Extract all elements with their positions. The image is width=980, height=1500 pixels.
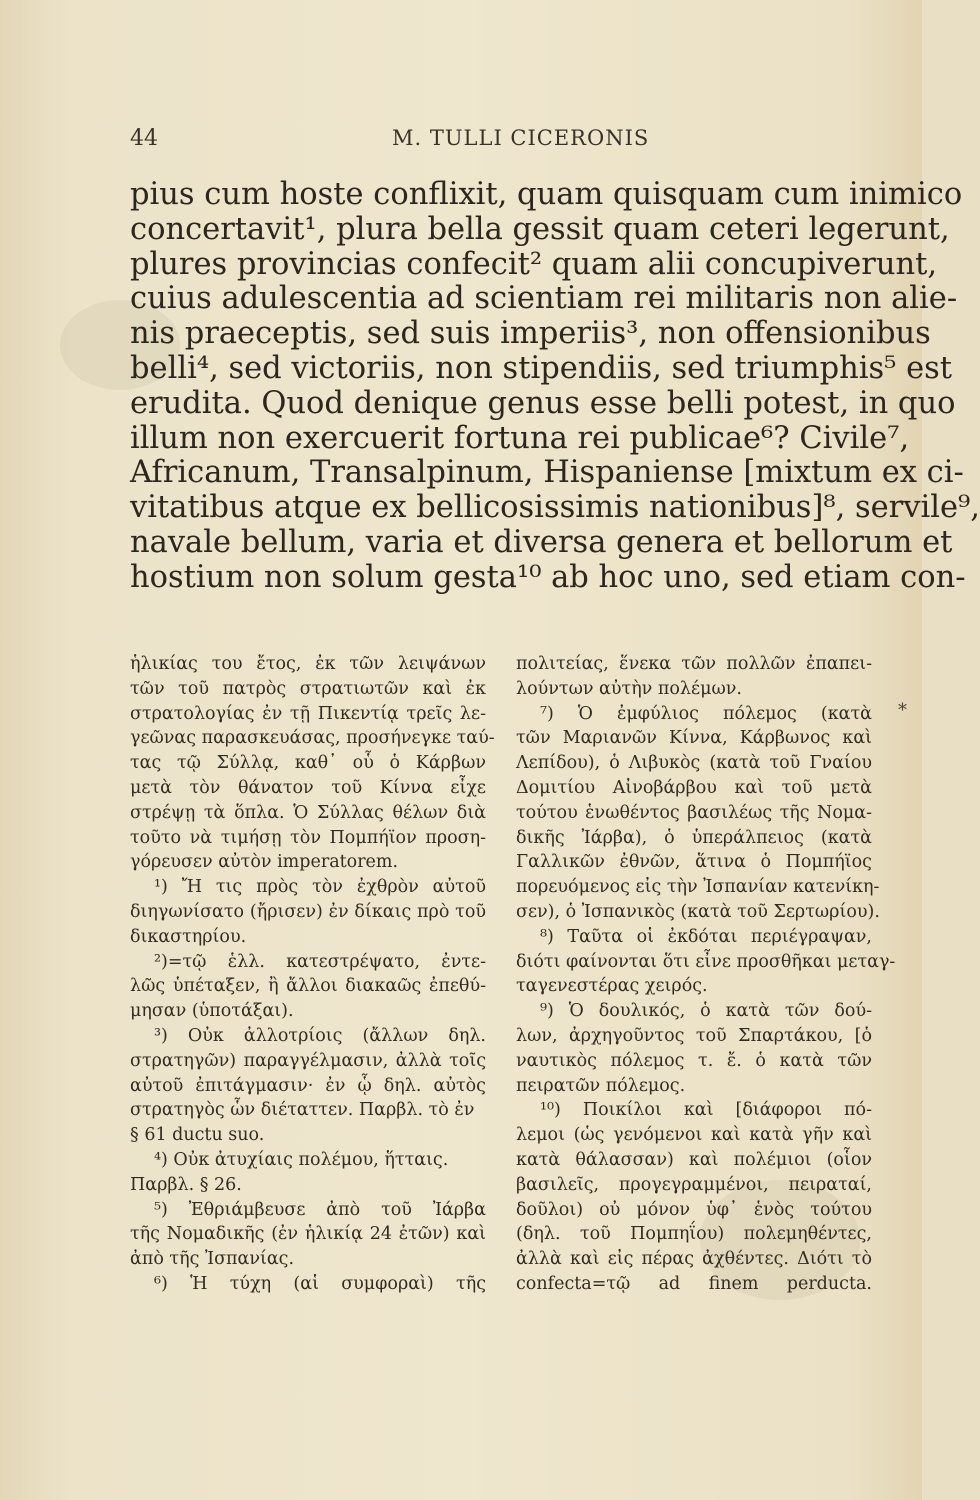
- main-text-line: plures provincias confecit² quam alii concupiverunt,: [130, 246, 938, 282]
- footnote-line: ⁷) Ὁ ἐμφύλιος πόλεμος (κατὰ: [540, 703, 872, 724]
- main-text-line: hostium non solum gesta¹⁰ ab hoc uno, sed etiam con-: [130, 559, 966, 595]
- footnote-line: τοῦτο νὰ τιμήσῃ τὸν Πομπήϊον προση-: [130, 827, 486, 848]
- footnote-line: τῶν Μαριανῶν Κίννα, Κάρβωνος καὶ: [516, 728, 872, 749]
- footnote-line: σεν), ὁ Ἰσπανικὸς (κατὰ τοῦ Σερτωρίου).: [516, 901, 880, 922]
- footnote-line: στρέψῃ τὰ ὅπλα. Ὁ Σύλλας θέλων διὰ: [130, 802, 486, 823]
- footnotes-left-column: [130, 652, 495, 1297]
- footnote-line: ¹⁰) Ποικίλοι καὶ [διάφοροι πό-: [540, 1100, 872, 1121]
- footnotes-right-column: [516, 652, 896, 1297]
- footnote-line: ⁸) Ταῦτα οἱ ἐκδόται περιέγραψαν,: [540, 926, 872, 947]
- footnote-line: ναυτικὸς πόλεμος τ. ἔ. ὁ κατὰ τῶν: [516, 1050, 872, 1071]
- footnote-line: τας τῷ Σύλλᾳ, καθ᾽ οὗ ὁ Κάρβων: [130, 753, 486, 774]
- footnote-line: στρατολογίας ἐν τῇ Πικεντίᾳ τρεῖς λε-: [130, 703, 486, 724]
- footnote-line: γόρευσεν αὐτὸν imperatorem.: [130, 852, 399, 873]
- footnote-line: (δηλ. τοῦ Πομπηΐου) πολεμηθέντες,: [516, 1224, 872, 1245]
- footnote-line: Παρβλ. § 26.: [130, 1174, 242, 1195]
- footnote-line: διότι φαίνονται ὅτι εἶνε προσθῆκαι μεταγ-: [516, 951, 896, 972]
- main-text-line: vitatibus atque ex bellicosissimis nationibus]⁸, servile⁹,: [130, 490, 980, 526]
- footnote-line: δικῆς Ἰάρβα), ὁ ὑπεράλπειος (κατὰ: [516, 827, 872, 848]
- footnote-line: γεῶνας παρασκευάσας, προσήνεγκε ταύ-: [130, 728, 495, 749]
- footnote-line: δικαστηρίου.: [130, 926, 247, 947]
- footnote-line: κατὰ θάλασσαν) καὶ πολέμιοι (οἷον: [516, 1149, 872, 1170]
- footnote-line: στρατηγὸς ὧν διέταττεν. Παρβλ. τὸ ἐν: [130, 1100, 475, 1121]
- margin-mark: *: [898, 700, 907, 721]
- footnote-line: ³) Οὐκ ἀλλοτρίοις (ἄλλων δηλ.: [154, 1025, 486, 1046]
- footnote-line: διηγωνίσατο (ἤρισεν) ἐν δίκαις πρὸ τοῦ: [130, 901, 486, 922]
- footnote-line: τῆς Νομαδικῆς (ἐν ἡλικίᾳ 24 ἐτῶν) καὶ: [130, 1224, 486, 1245]
- page-header: [130, 126, 870, 162]
- footnote-line: § 61 ductu suo.: [130, 1125, 265, 1146]
- main-text-line: illum non exercuerit fortuna rei publicae⁶? Civile⁷,: [130, 420, 910, 456]
- footnote-line: λῶς ὑπέταξεν, ἢ ἄλλοι διακαῶς ἐπεθύ-: [130, 976, 486, 997]
- footnote-line: ⁹) Ὁ δουλικός, ὁ κατὰ τῶν δού-: [540, 1001, 872, 1022]
- footnotes: [130, 652, 896, 1432]
- footnote-line: ¹) Ἤ τις πρὸς τὸν ἐχθρὸν αὐτοῦ: [154, 877, 486, 898]
- footnote-line: ⁶) Ἡ τύχη (αἱ συμφοραὶ) τῆς: [154, 1273, 486, 1294]
- footnote-line: τῶν τοῦ πατρὸς στρατιωτῶν καὶ ἐκ: [130, 678, 486, 699]
- footnote-line: ταγενεστέρας χειρός.: [516, 976, 708, 997]
- footnote-line: ἡλικίας του ἔτος, ἐκ τῶν λειψάνων: [130, 654, 486, 674]
- page-number: 44: [130, 126, 158, 151]
- footnote-line: Γαλλικῶν ἐθνῶν, ἅτινα ὁ Πομπήϊος: [516, 852, 872, 873]
- footnote-line: ἀπὸ τῆς Ἰσπανίας.: [130, 1249, 295, 1270]
- footnote-line: ⁴) Οὐκ ἀτυχίαις πολέμου, ἥτταις.: [154, 1149, 449, 1170]
- footnote-line: πολιτείας, ἕνεκα τῶν πολλῶν ἐπαπει-: [516, 654, 872, 674]
- main-text-line: Africanum, Transalpinum, Hispaniense [mixtum ex ci-: [130, 455, 964, 491]
- main-text-line: concertavit¹, plura bella gessit quam ceteri legerunt,: [130, 211, 950, 247]
- main-text-line: belli⁴, sed victoriis, non stipendiis, sed triumphis⁵ est: [130, 350, 953, 386]
- footnote-line: μετὰ τὸν θάνατον τοῦ Κίννα εἶχε: [130, 777, 486, 798]
- main-text-line: erudita. Quod denique genus esse belli potest, in quo: [130, 385, 956, 421]
- footnote-line: στρατηγῶν) παραγγέλμασιν, ἀλλὰ τοῖς: [130, 1050, 486, 1071]
- footnote-line: ²)=τῷ ἑλλ. κατεστρέψατο, ἐντε-: [154, 951, 486, 972]
- running-title: M. TULLI CICERONIS: [392, 126, 650, 150]
- main-text-line: pius cum hoste conflixit, quam quisquam cum inimico: [130, 177, 963, 212]
- footnote-line: μησαν (ὑποτάξαι).: [130, 1001, 294, 1022]
- footnote-line: δοῦλοι) οὐ μόνον ὑφ᾽ ἑνὸς τούτου: [516, 1199, 872, 1220]
- main-text-block: [130, 177, 980, 596]
- footnote-line: ἀλλὰ καὶ εἰς πέρας ἀχθέντες. Διότι τὸ: [516, 1249, 872, 1270]
- footnote-line: λων, ἀρχηγοῦντος τοῦ Σπαρτάκου, [ὁ: [516, 1025, 872, 1046]
- main-text-line: nis praeceptis, sed suis imperiis³, non offensionibus: [130, 316, 931, 352]
- footnote-line: αὐτοῦ ἐπιτάγμασιν· ἐν ᾧ δηλ. αὐτὸς: [130, 1075, 486, 1096]
- footnote-line: τούτου ἑνωθέντος βασιλέως τῆς Νομα-: [516, 802, 872, 823]
- footnote-line: πειρατῶν πόλεμος.: [516, 1075, 686, 1096]
- footnote-line: ⁵) Ἐθριάμβευσε ἀπὸ τοῦ Ἰάρβα: [154, 1199, 486, 1220]
- footnote-line: Δομιτίου Αἰνοβάρβου καὶ τοῦ μετὰ: [516, 777, 872, 798]
- footnote-line: πορευόμενος εἰς τὴν Ἰσπανίαν κατενίκη-: [516, 877, 880, 898]
- main-text-line: navale bellum, varia et diversa genera et bellorum et: [130, 524, 953, 560]
- footnote-line: λούντων αὐτὴν πολέμων.: [516, 678, 742, 699]
- footnote-line: Λεπίδου), ὁ Λιβυκὸς (κατὰ τοῦ Γναίου: [516, 753, 872, 774]
- footnote-line: confecta=τῷ ad finem perducta.: [516, 1273, 872, 1294]
- main-text-line: cuius adulescentia ad scientiam rei militaris non alie-: [130, 281, 958, 317]
- footnote-line: λεμοι (ὡς γενόμενοι καὶ κατὰ γῆν καὶ: [516, 1125, 872, 1146]
- footnote-line: βασιλεῖς, προγεγραμμένοι, πειραταί,: [516, 1174, 872, 1195]
